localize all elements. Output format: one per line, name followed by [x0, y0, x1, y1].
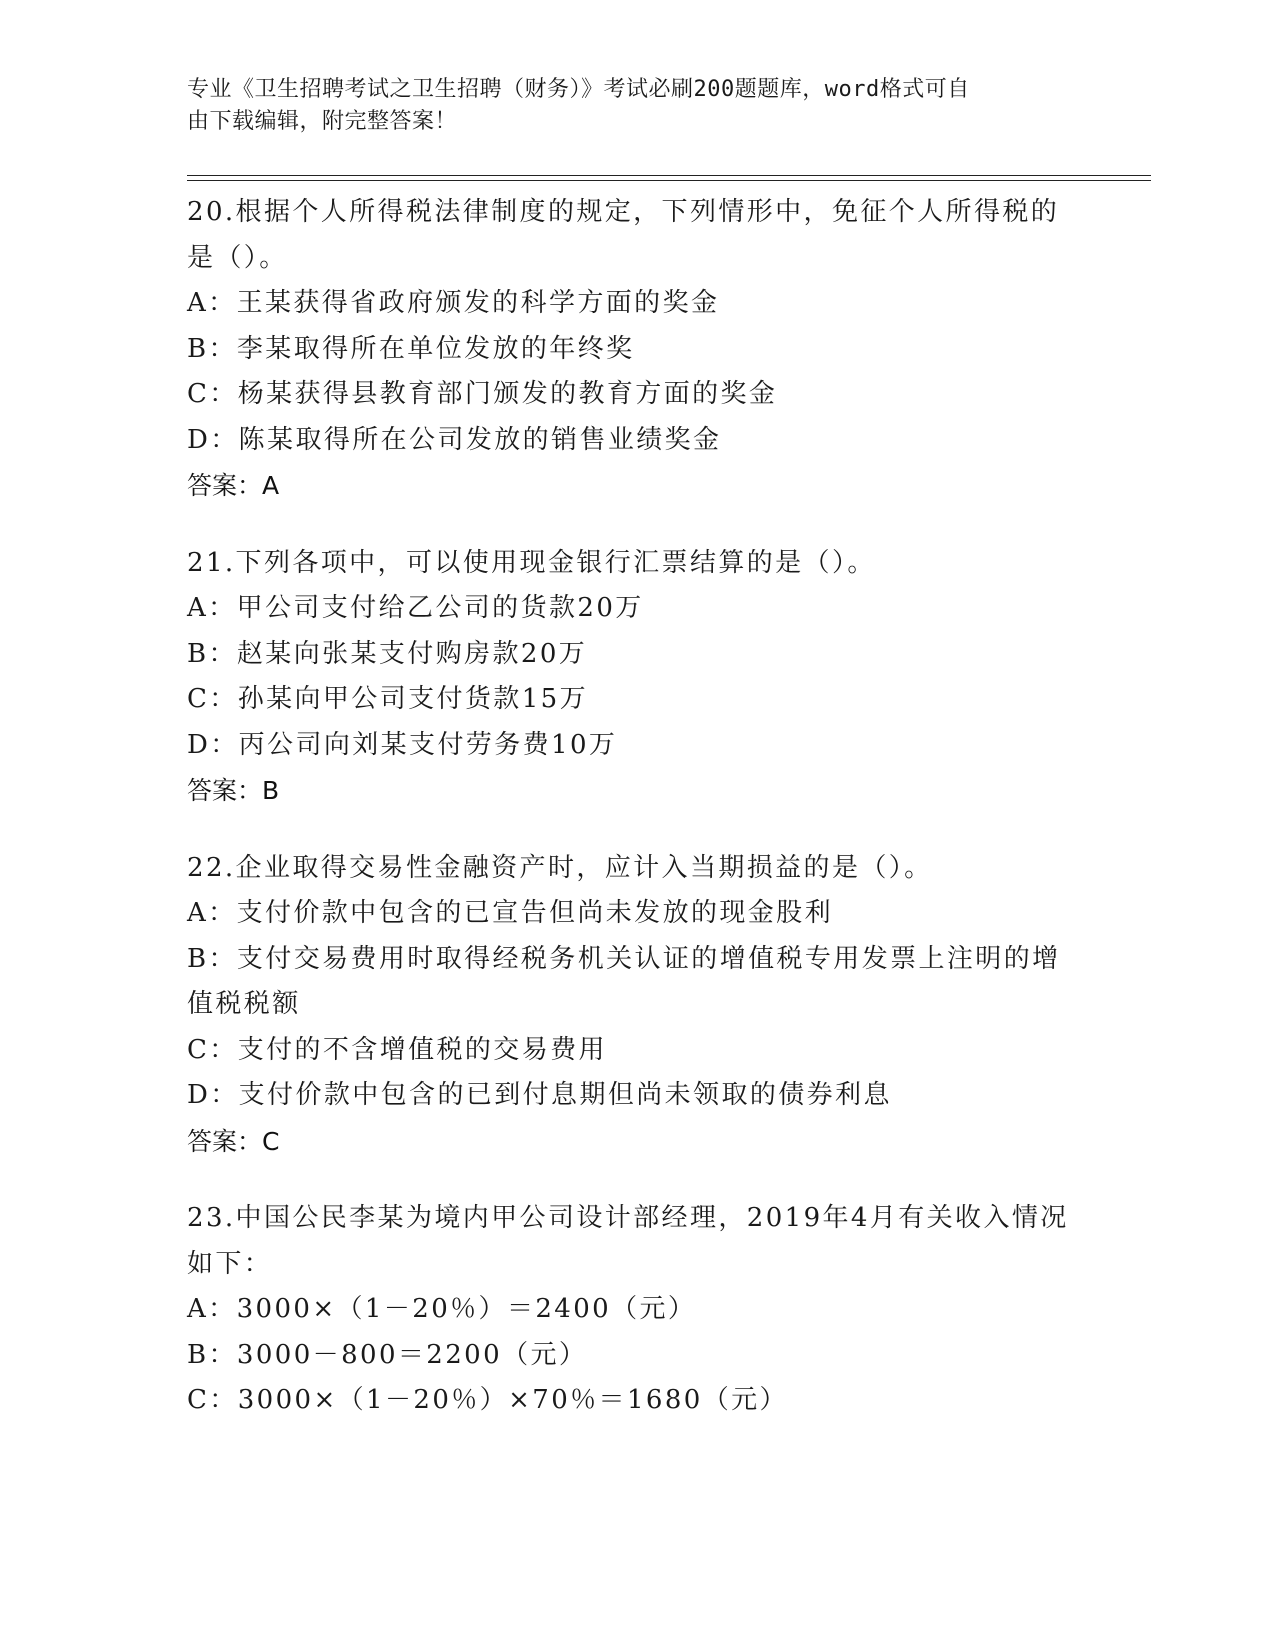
- option-b: B：3000－800＝2200（元）: [187, 1339, 588, 1370]
- option-b: B：赵某向张某支付购房款20万: [187, 638, 588, 669]
- question-21: [187, 541, 1087, 814]
- question-stem-continued: 如下：: [187, 1248, 273, 1279]
- option-c: C：杨某获得县教育部门颁发的教育方面的奖金: [187, 379, 778, 409]
- option-a: A：甲公司支付给乙公司的货款20万: [187, 593, 644, 623]
- question-23: [187, 1196, 1087, 1424]
- option-d: D：丙公司向刘某支付劳务费10万: [187, 729, 618, 760]
- option-c: C：支付的不含增值税的交易费用: [187, 1034, 607, 1065]
- option-a: A：支付价款中包含的已宣告但尚未发放的现金股利: [187, 898, 833, 928]
- option-c: C：3000×（1－20％）×70％＝1680（元）: [187, 1385, 788, 1415]
- question-stem: 23.中国公民李某为境内甲公司设计部经理，2019年4月有关收入情况: [187, 1203, 1069, 1233]
- answer: 答案：C: [187, 1126, 280, 1156]
- header-line-1: 专业《卫生招聘考试之卫生招聘（财务）》考试必刷200题题库，word格式可自: [187, 77, 970, 102]
- option-d: D：支付价款中包含的已到付息期但尚未领取的债券利息: [187, 1080, 892, 1110]
- option-a: A：3000×（1－20％）＝2400（元）: [187, 1294, 697, 1324]
- option-c: C：孙某向甲公司支付货款15万: [187, 684, 588, 714]
- question-20: [187, 190, 1087, 509]
- document-header: [187, 74, 1067, 138]
- question-list: [187, 190, 1087, 1456]
- answer: 答案：A: [187, 471, 280, 500]
- option-d: D：陈某取得所在公司发放的销售业绩奖金: [187, 424, 722, 455]
- option-b-continued: 值税税额: [187, 989, 301, 1019]
- option-a: A：王某获得省政府颁发的科学方面的奖金: [187, 288, 720, 318]
- question-stem: 21.下列各项中，可以使用现金银行汇票结算的是（）。: [187, 547, 876, 578]
- header-line-2: 由下载编辑，附完整答案！: [187, 109, 458, 134]
- header-divider-bottom: [187, 180, 1151, 181]
- question-stem: 20.根据个人所得税法律制度的规定，下列情形中，免征个人所得税的: [187, 197, 1060, 227]
- header-divider-top: [187, 175, 1151, 176]
- question-stem: 22.企业取得交易性金融资产时，应计入当期损益的是（）。: [187, 852, 933, 883]
- answer: 答案：B: [187, 776, 280, 805]
- question-22: [187, 846, 1087, 1165]
- question-stem-continued: 是（）。: [187, 242, 288, 273]
- option-b: B：李某取得所在单位发放的年终奖: [187, 333, 635, 364]
- option-b: B：支付交易费用时取得经税务机关认证的增值税专用发票上注明的增: [187, 943, 1061, 974]
